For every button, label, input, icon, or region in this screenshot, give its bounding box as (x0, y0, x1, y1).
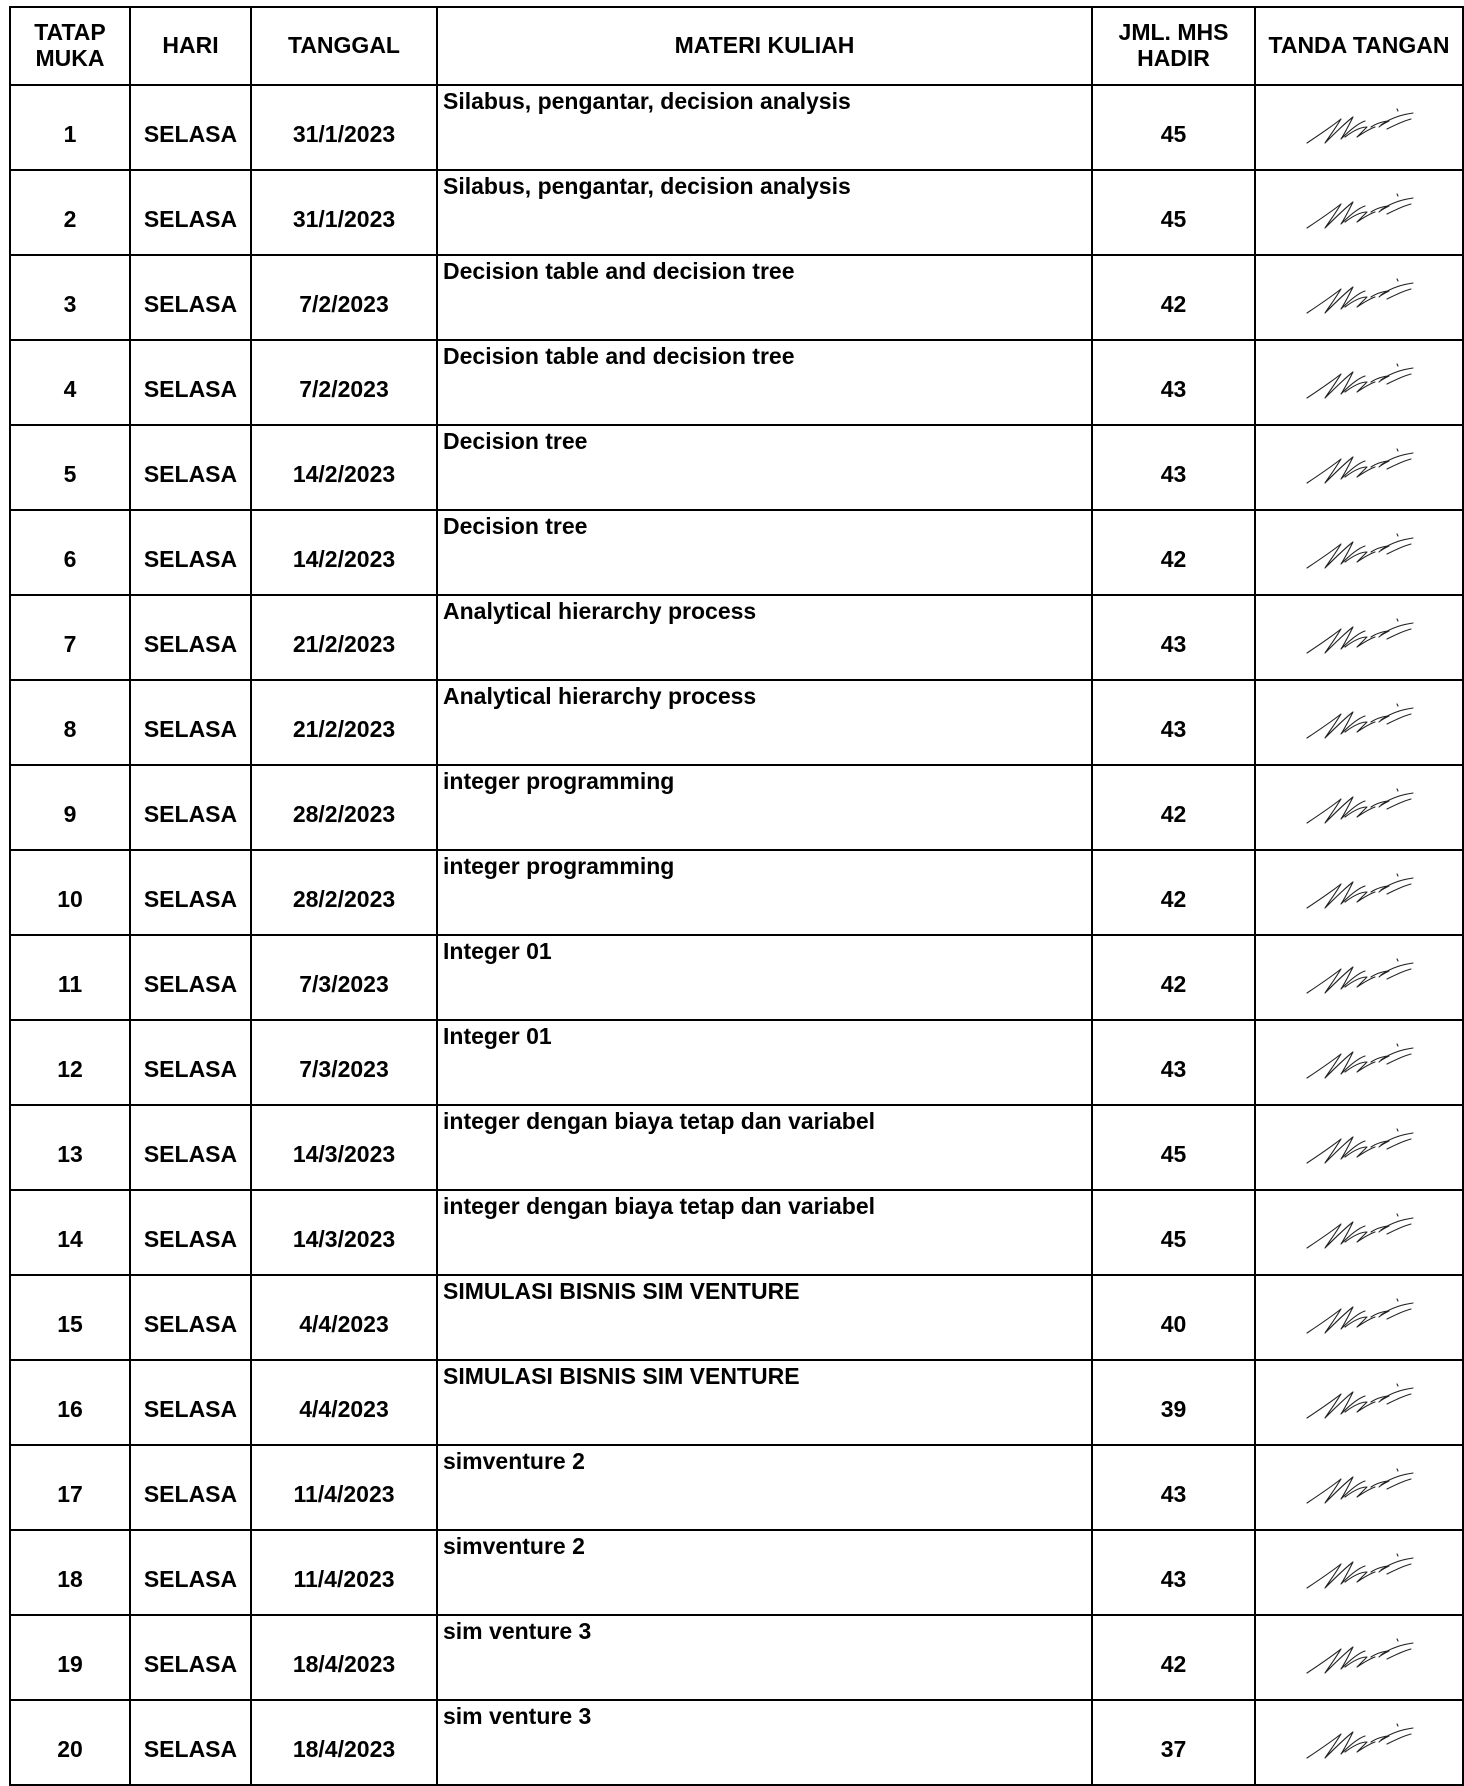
cell-materi-kuliah: Integer 01 (437, 935, 1092, 1020)
cell-jml-mhs-hadir: 43 (1092, 1445, 1255, 1530)
cell-hari: SELASA (130, 340, 251, 425)
cell-jml-mhs-hadir: 45 (1092, 1190, 1255, 1275)
signature-icon (1301, 277, 1417, 319)
cell-jml-mhs-hadir: 37 (1092, 1700, 1255, 1785)
cell-hari: SELASA (130, 255, 251, 340)
table-row (10, 680, 1463, 765)
table-row (10, 935, 1463, 1020)
signature-icon (1301, 1042, 1417, 1084)
cell-tatap-muka: 14 (10, 1190, 130, 1275)
cell-hari: SELASA (130, 1020, 251, 1105)
cell-tatap-muka: 4 (10, 340, 130, 425)
table-row (10, 255, 1463, 340)
cell-tatap-muka: 8 (10, 680, 130, 765)
cell-hari: SELASA (130, 680, 251, 765)
cell-jml-mhs-hadir: 45 (1092, 85, 1255, 170)
cell-jml-mhs-hadir: 43 (1092, 1530, 1255, 1615)
table-row (10, 595, 1463, 680)
signature-icon (1301, 1722, 1417, 1764)
cell-materi-kuliah: simventure 2 (437, 1445, 1092, 1530)
signature-icon (1301, 1297, 1417, 1339)
cell-jml-mhs-hadir: 42 (1092, 935, 1255, 1020)
cell-tatap-muka: 20 (10, 1700, 130, 1785)
cell-tanda-tangan (1255, 1700, 1463, 1785)
cell-jml-mhs-hadir: 42 (1092, 765, 1255, 850)
cell-tanda-tangan (1255, 1190, 1463, 1275)
cell-tanggal: 21/2/2023 (251, 680, 437, 765)
cell-tanggal: 11/4/2023 (251, 1445, 437, 1530)
cell-jml-mhs-hadir: 43 (1092, 425, 1255, 510)
cell-jml-mhs-hadir: 42 (1092, 1615, 1255, 1700)
cell-tanggal: 11/4/2023 (251, 1530, 437, 1615)
signature-icon (1301, 1127, 1417, 1169)
signature-icon (1301, 872, 1417, 914)
cell-tanda-tangan (1255, 510, 1463, 595)
cell-materi-kuliah: Decision tree (437, 425, 1092, 510)
signature-icon (1301, 107, 1417, 149)
cell-jml-mhs-hadir: 40 (1092, 1275, 1255, 1360)
cell-hari: SELASA (130, 1275, 251, 1360)
cell-tatap-muka: 12 (10, 1020, 130, 1105)
signature-icon (1301, 192, 1417, 234)
cell-tanda-tangan (1255, 1105, 1463, 1190)
table-row (10, 170, 1463, 255)
table-row (10, 425, 1463, 510)
cell-tanggal: 14/2/2023 (251, 425, 437, 510)
cell-tanggal: 7/3/2023 (251, 1020, 437, 1105)
cell-materi-kuliah: SIMULASI BISNIS SIM VENTURE (437, 1360, 1092, 1445)
header-row (10, 7, 1463, 85)
table-row (10, 85, 1463, 170)
header-tanggal: TANGGAL (251, 7, 437, 85)
cell-hari: SELASA (130, 1445, 251, 1530)
cell-jml-mhs-hadir: 43 (1092, 340, 1255, 425)
cell-hari: SELASA (130, 510, 251, 595)
signature-icon (1301, 447, 1417, 489)
cell-jml-mhs-hadir: 42 (1092, 850, 1255, 935)
cell-hari: SELASA (130, 1700, 251, 1785)
cell-materi-kuliah: SIMULASI BISNIS SIM VENTURE (437, 1275, 1092, 1360)
cell-tatap-muka: 6 (10, 510, 130, 595)
signature-icon (1301, 617, 1417, 659)
table-row (10, 1020, 1463, 1105)
attendance-rows (10, 85, 1463, 1785)
cell-tatap-muka: 16 (10, 1360, 130, 1445)
signature-icon (1301, 1467, 1417, 1509)
cell-tanggal: 14/3/2023 (251, 1190, 437, 1275)
cell-tatap-muka: 17 (10, 1445, 130, 1530)
cell-tanda-tangan (1255, 340, 1463, 425)
cell-tanggal: 28/2/2023 (251, 765, 437, 850)
cell-hari: SELASA (130, 170, 251, 255)
cell-tanggal: 4/4/2023 (251, 1275, 437, 1360)
header-tatap-muka: TATAP MUKA (10, 7, 130, 85)
table-row (10, 1530, 1463, 1615)
cell-tanda-tangan (1255, 1530, 1463, 1615)
cell-tanggal: 21/2/2023 (251, 595, 437, 680)
cell-tatap-muka: 11 (10, 935, 130, 1020)
signature-icon (1301, 362, 1417, 404)
header-jml-mhs-hadir: JML. MHS HADIR (1092, 7, 1255, 85)
cell-tanda-tangan (1255, 1275, 1463, 1360)
cell-tanda-tangan (1255, 1445, 1463, 1530)
cell-hari: SELASA (130, 85, 251, 170)
cell-tatap-muka: 3 (10, 255, 130, 340)
cell-materi-kuliah: Silabus, pengantar, decision analysis (437, 170, 1092, 255)
cell-hari: SELASA (130, 1530, 251, 1615)
table-row (10, 850, 1463, 935)
table-row (10, 765, 1463, 850)
cell-tanda-tangan (1255, 85, 1463, 170)
cell-tanggal: 28/2/2023 (251, 850, 437, 935)
signature-icon (1301, 1552, 1417, 1594)
cell-tanggal: 18/4/2023 (251, 1700, 437, 1785)
cell-materi-kuliah: Silabus, pengantar, decision analysis (437, 85, 1092, 170)
table-row (10, 1105, 1463, 1190)
cell-tatap-muka: 2 (10, 170, 130, 255)
cell-tanggal: 18/4/2023 (251, 1615, 437, 1700)
cell-tanggal: 7/2/2023 (251, 255, 437, 340)
cell-materi-kuliah: Decision tree (437, 510, 1092, 595)
signature-icon (1301, 1212, 1417, 1254)
cell-materi-kuliah: sim venture 3 (437, 1615, 1092, 1700)
cell-tanggal: 14/3/2023 (251, 1105, 437, 1190)
cell-tatap-muka: 1 (10, 85, 130, 170)
signature-icon (1301, 532, 1417, 574)
table-row (10, 1360, 1463, 1445)
cell-hari: SELASA (130, 595, 251, 680)
cell-materi-kuliah: Decision table and decision tree (437, 255, 1092, 340)
table-row (10, 1445, 1463, 1530)
cell-tanda-tangan (1255, 765, 1463, 850)
signature-icon (1301, 702, 1417, 744)
cell-hari: SELASA (130, 935, 251, 1020)
cell-jml-mhs-hadir: 45 (1092, 170, 1255, 255)
cell-hari: SELASA (130, 1615, 251, 1700)
cell-tatap-muka: 9 (10, 765, 130, 850)
cell-jml-mhs-hadir: 42 (1092, 255, 1255, 340)
cell-tanggal: 4/4/2023 (251, 1360, 437, 1445)
cell-hari: SELASA (130, 850, 251, 935)
signature-icon (1301, 1382, 1417, 1424)
cell-materi-kuliah: sim venture 3 (437, 1700, 1092, 1785)
cell-materi-kuliah: integer dengan biaya tetap dan variabel (437, 1190, 1092, 1275)
cell-materi-kuliah: simventure 2 (437, 1530, 1092, 1615)
cell-tanggal: 7/3/2023 (251, 935, 437, 1020)
cell-tanda-tangan (1255, 1020, 1463, 1105)
cell-hari: SELASA (130, 765, 251, 850)
table-row (10, 1700, 1463, 1785)
cell-hari: SELASA (130, 1360, 251, 1445)
cell-materi-kuliah: integer programming (437, 765, 1092, 850)
cell-tanda-tangan (1255, 935, 1463, 1020)
cell-tanggal: 31/1/2023 (251, 170, 437, 255)
cell-materi-kuliah: Integer 01 (437, 1020, 1092, 1105)
cell-tatap-muka: 5 (10, 425, 130, 510)
cell-jml-mhs-hadir: 43 (1092, 680, 1255, 765)
header-hari: HARI (130, 7, 251, 85)
cell-materi-kuliah: Decision table and decision tree (437, 340, 1092, 425)
cell-tanda-tangan (1255, 425, 1463, 510)
cell-hari: SELASA (130, 1190, 251, 1275)
table-row (10, 510, 1463, 595)
cell-tanggal: 31/1/2023 (251, 85, 437, 170)
cell-tatap-muka: 7 (10, 595, 130, 680)
cell-jml-mhs-hadir: 39 (1092, 1360, 1255, 1445)
cell-tanda-tangan (1255, 1615, 1463, 1700)
cell-materi-kuliah: Analytical hierarchy process (437, 680, 1092, 765)
cell-tanda-tangan (1255, 170, 1463, 255)
cell-tanda-tangan (1255, 850, 1463, 935)
table-row (10, 1615, 1463, 1700)
cell-jml-mhs-hadir: 43 (1092, 1020, 1255, 1105)
signature-icon (1301, 957, 1417, 999)
cell-hari: SELASA (130, 1105, 251, 1190)
cell-tanggal: 7/2/2023 (251, 340, 437, 425)
attendance-table (9, 6, 1464, 1786)
header-materi-kuliah: MATERI KULIAH (437, 7, 1092, 85)
signature-icon (1301, 787, 1417, 829)
cell-tatap-muka: 15 (10, 1275, 130, 1360)
cell-materi-kuliah: integer dengan biaya tetap dan variabel (437, 1105, 1092, 1190)
cell-tatap-muka: 18 (10, 1530, 130, 1615)
cell-hari: SELASA (130, 425, 251, 510)
cell-tanda-tangan (1255, 595, 1463, 680)
header-tanda-tangan: TANDA TANGAN (1255, 7, 1463, 85)
table-row (10, 1275, 1463, 1360)
cell-tatap-muka: 19 (10, 1615, 130, 1700)
table-row (10, 1190, 1463, 1275)
cell-jml-mhs-hadir: 42 (1092, 510, 1255, 595)
cell-tatap-muka: 10 (10, 850, 130, 935)
cell-materi-kuliah: integer programming (437, 850, 1092, 935)
cell-jml-mhs-hadir: 43 (1092, 595, 1255, 680)
cell-jml-mhs-hadir: 45 (1092, 1105, 1255, 1190)
cell-tanggal: 14/2/2023 (251, 510, 437, 595)
cell-tatap-muka: 13 (10, 1105, 130, 1190)
cell-tanda-tangan (1255, 1360, 1463, 1445)
cell-materi-kuliah: Analytical hierarchy process (437, 595, 1092, 680)
table-row (10, 340, 1463, 425)
cell-tanda-tangan (1255, 680, 1463, 765)
cell-tanda-tangan (1255, 255, 1463, 340)
signature-icon (1301, 1637, 1417, 1679)
